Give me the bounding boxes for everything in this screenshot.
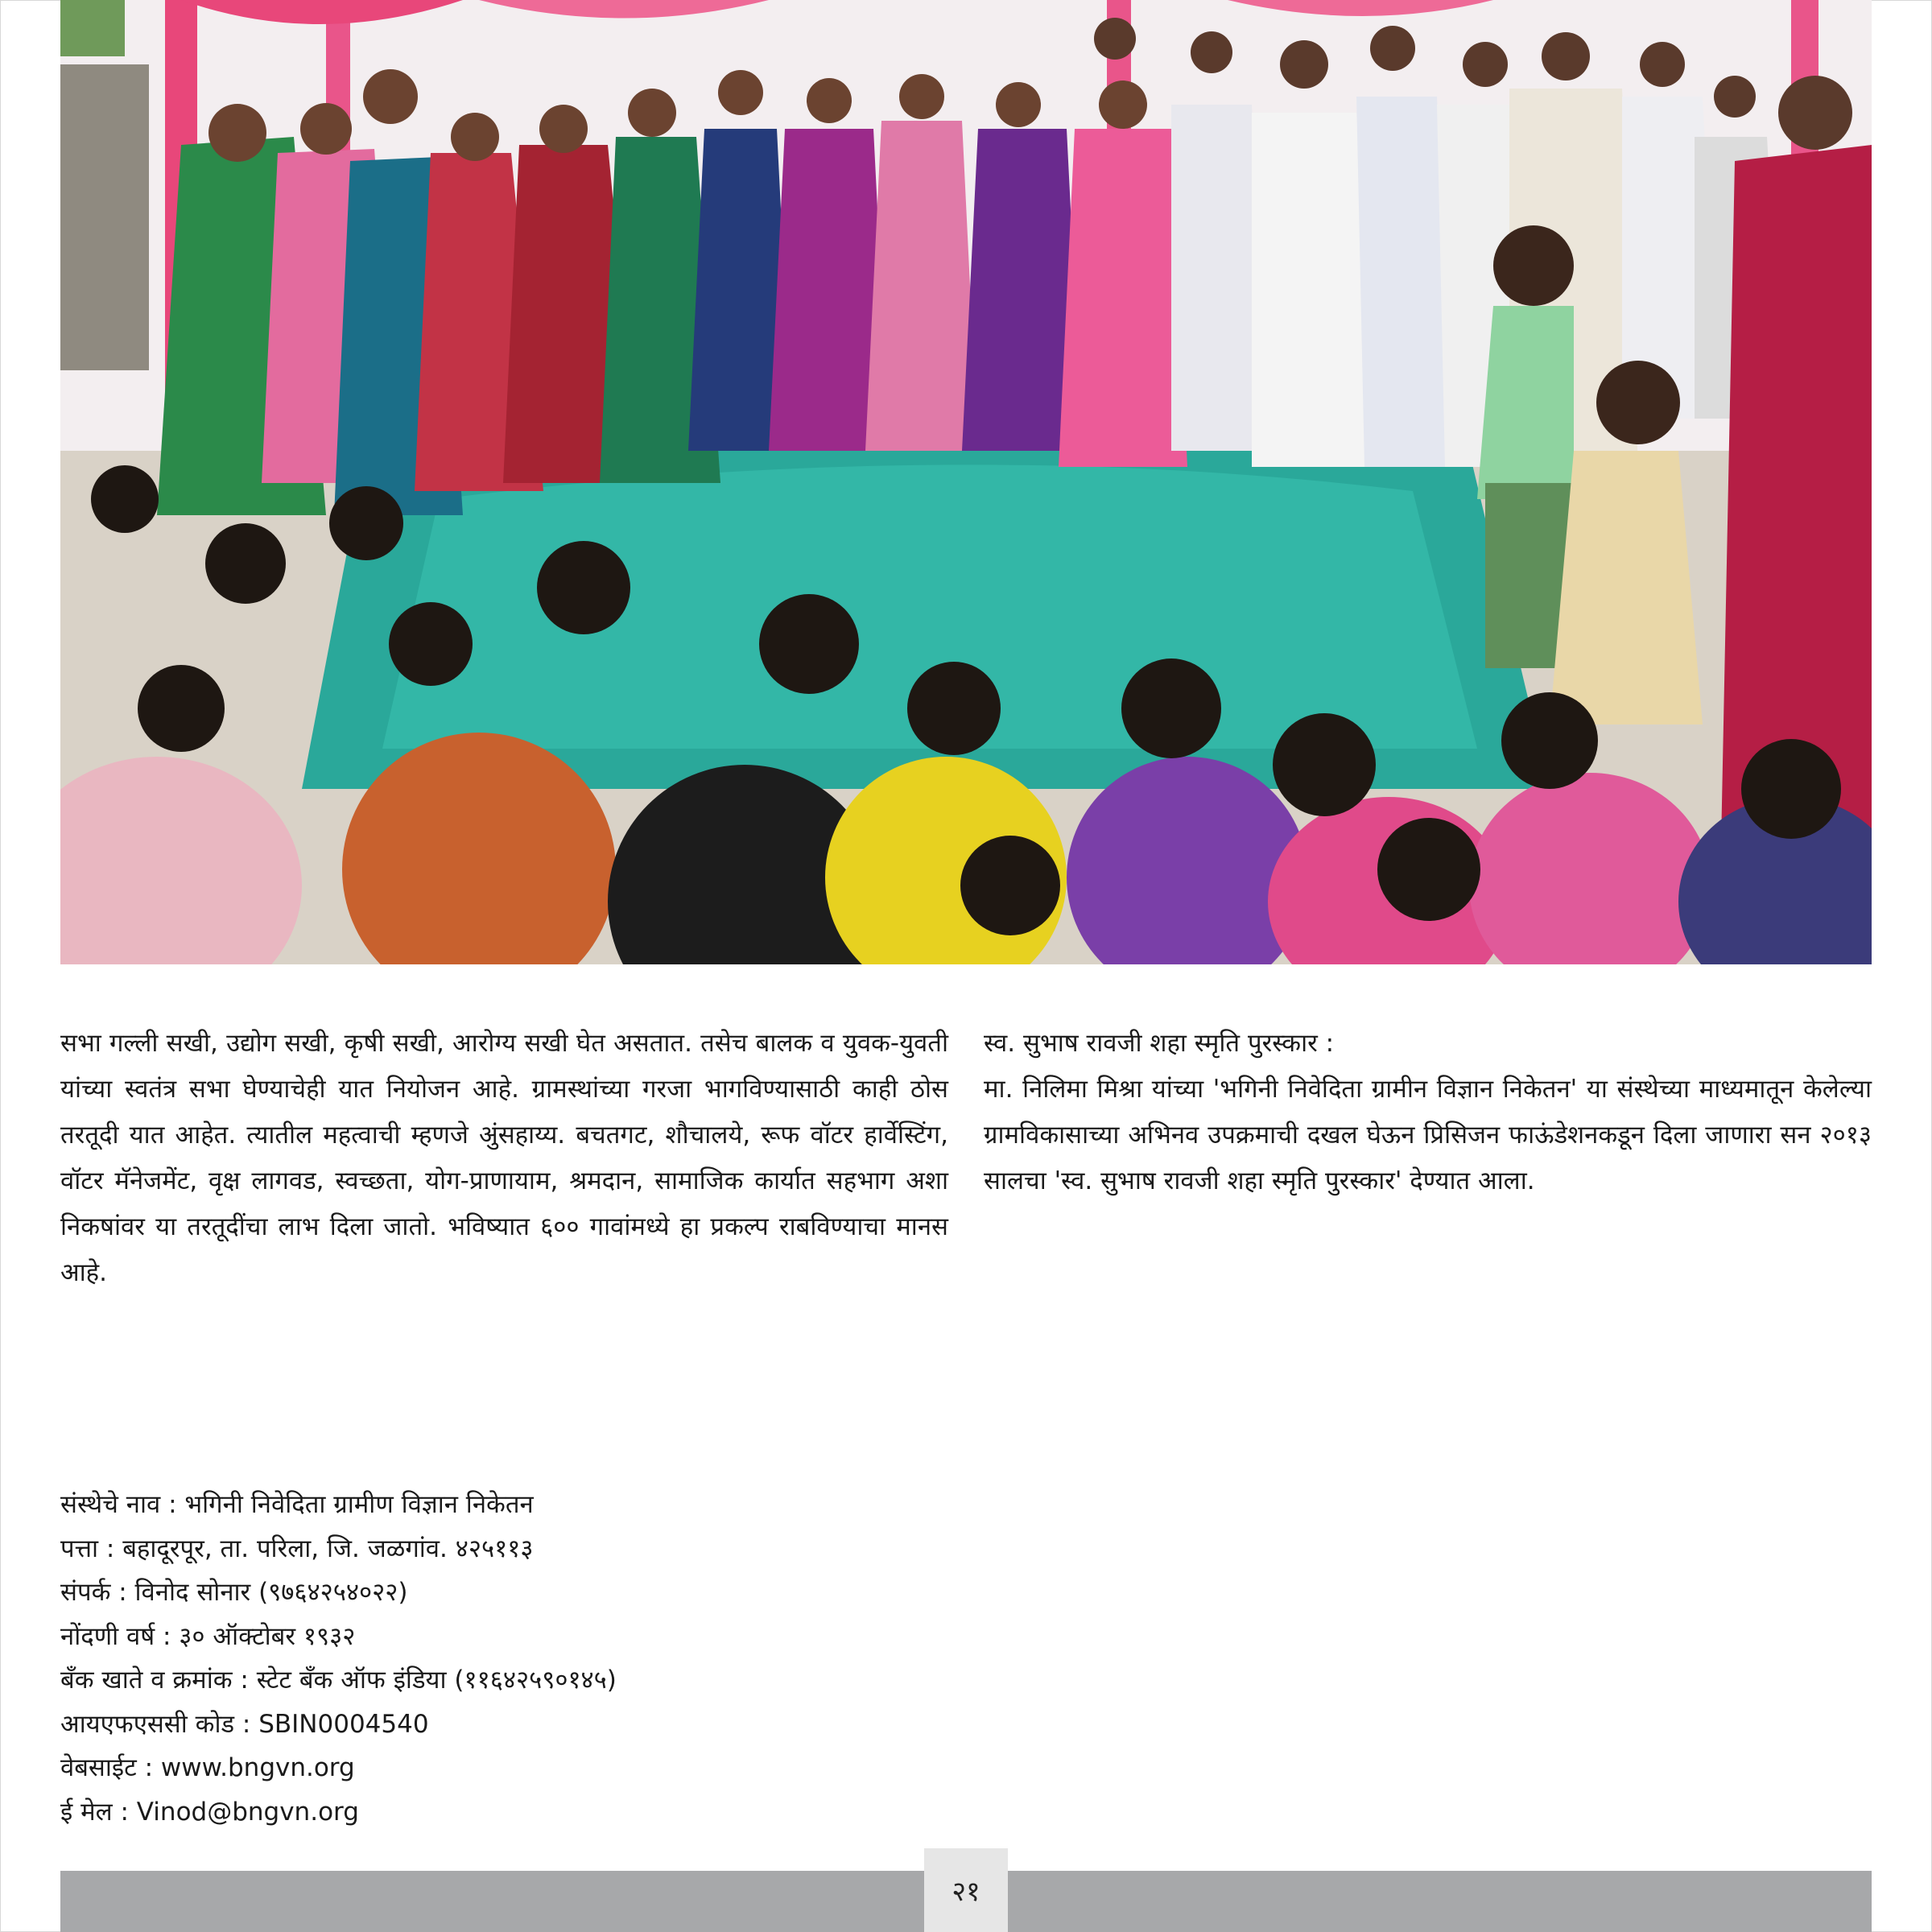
award-heading: स्व. सुभाष रावजी शहा स्मृति पुरस्कार :	[984, 1029, 1335, 1058]
left-column-paragraph: सभा गल्ली सखी, उद्योग सखी, कृषी सखी, आरोग्य सखी घेत असतात. तसेच बालक व युवक-युवती यांच्या स्वतंत्र सभा घेण्याचेही यात नियोजन आहे. ग्रामस्थांच्या गरजा भागविण्यासाठी काही ठोस तरतूदी यात आहेत. त्यातील महत्वाची म्हणजे अुंसहाय्य. बचतगट, शौचालये, रूफ वॉटर हार्वेस्टिंग, वॉटर मॅनेजमेंट, वृक्ष लागवड, स्वच्छता, योग-प्राणायाम, श्रमदान, सामाजिक कार्यात सहभाग अशा निकषांवर या तरतूदींचा लाभ दिला जातो. भविष्यात ६०० गावांमध्ये हा प्रकल्प राबविण्याचा मानस आहे.	[60, 1029, 948, 1287]
group-photo	[60, 0, 1872, 964]
organization-contact-block	[60, 1483, 617, 1834]
organization-name: संस्थेचे नाव : भगिनी निवेदिता ग्रामीण विज्ञान निकेतन	[60, 1490, 534, 1519]
ifsc-code: आयएफएससी कोड : SBIN0004540	[60, 1709, 429, 1739]
group-photo-icon	[60, 0, 1872, 964]
left-column	[60, 1021, 948, 1296]
email: ई मेल : Vinod@bngvn.org	[60, 1797, 359, 1827]
page-number: २१	[924, 1848, 1008, 1932]
right-column	[984, 1021, 1872, 1204]
website: वेबसाईट : www.bngvn.org	[60, 1753, 355, 1782]
registration-year: नोंदणी वर्ष : ३० ऑक्टोबर १९३२	[60, 1621, 356, 1651]
organization-address: पत्ता : बहादूरपूर, ता. परिला, जि. जळगांव. ४२५११३	[60, 1534, 534, 1563]
bank-account: बँक खाते व क्रमांक : स्टेट बँक ऑफ इंडिया (११६४२५९०१४५)	[60, 1666, 617, 1695]
contact-phone: संपर्क : विनोद सोनार (९७६४२५४०२२)	[60, 1578, 408, 1607]
award-paragraph: मा. निलिमा मिश्रा यांच्या 'भगिनी निवेदिता ग्रामीन विज्ञान निकेतन' या संस्थेच्या माध्यमातून केलेल्या ग्रामविकासाच्या अभिनव उपक्रमाची दखल घेऊन प्रिसिजन फाऊंडेशनकडून दिला जाणारा सन २०१३ सालचा 'स्व. सुभाष रावजी शहा स्मृति पुरस्कार' देण्यात आला.	[984, 1075, 1872, 1195]
